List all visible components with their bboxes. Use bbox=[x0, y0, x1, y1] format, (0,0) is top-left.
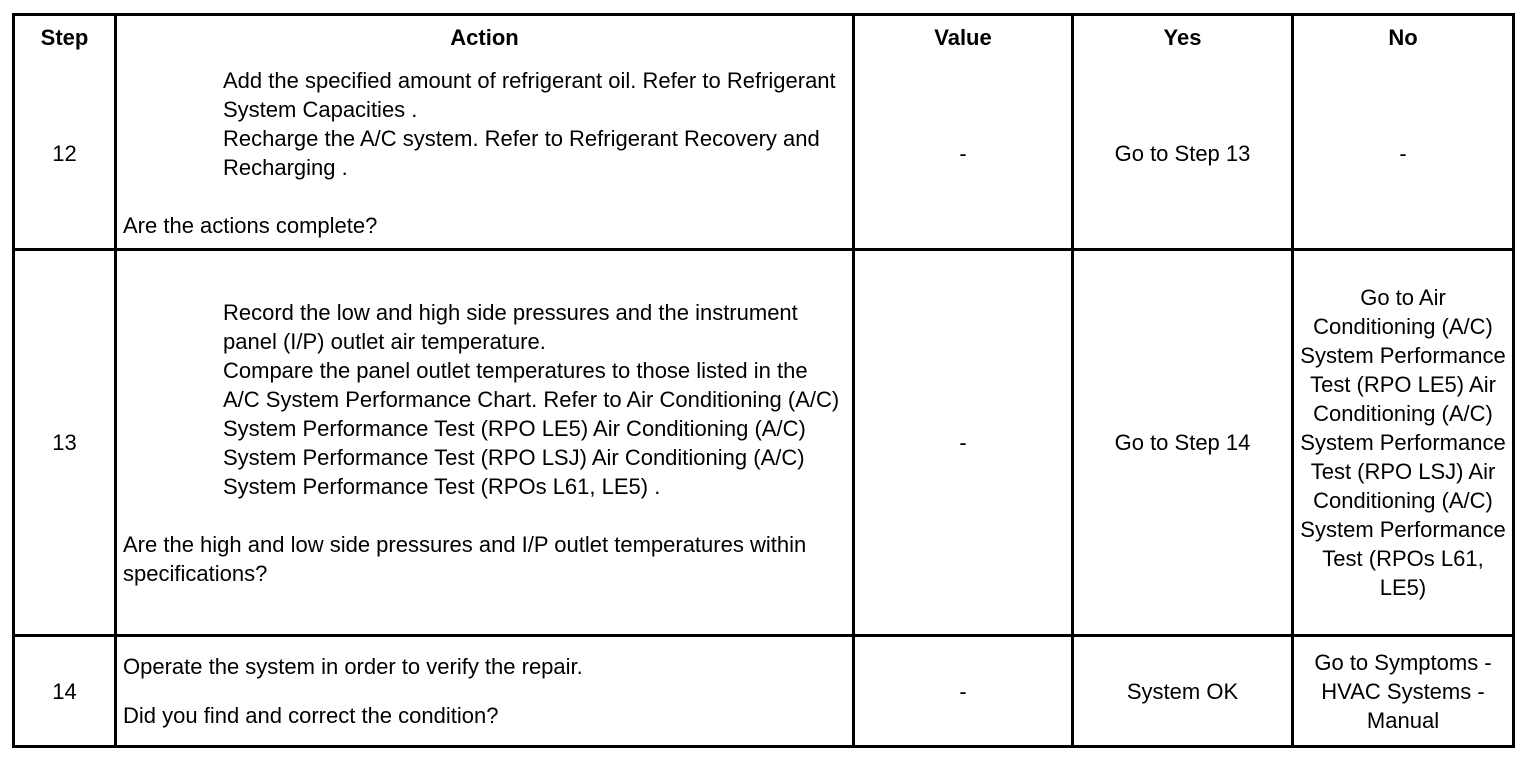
header-no: No bbox=[1388, 24, 1418, 50]
sub-action: Compare the panel outlet temperatures to those listed in the A/C System Performance Chart. Refer to Air Conditioning (A/C) System Performance Test (RPO LE5) Air Conditioning (A/C) System Performance Test (RPO LSJ) Air Conditioning (A/C) System Performance Test (RPOs L61, LE5) . bbox=[223, 357, 840, 499]
diagnostic-table bbox=[12, 13, 1515, 748]
table-row-step-14 bbox=[15, 637, 1512, 745]
sub-action: Add the specified amount of refrigerant oil. Refer to Refrigerant System Capacities . bbox=[223, 68, 836, 122]
yes-cell: System OK bbox=[1074, 637, 1294, 745]
sub-action: Record the low and high side pressures and the instrument panel (I/P) outlet air temperature. bbox=[223, 299, 798, 354]
value-cell: - bbox=[855, 251, 1074, 637]
action-question: Did you find and correct the condition? bbox=[123, 703, 499, 728]
yes-cell: Go to Step 14 bbox=[1074, 251, 1294, 637]
table-row-step-12 bbox=[15, 58, 1512, 251]
step-number: 14 bbox=[15, 637, 117, 745]
no-cell: Go to Symptoms - HVAC Systems - Manual bbox=[1314, 649, 1492, 733]
no-cell: - bbox=[1294, 58, 1512, 251]
table-row-step-13 bbox=[15, 251, 1512, 637]
step-number: 13 bbox=[15, 251, 117, 637]
action-cell bbox=[117, 58, 855, 251]
sub-action: Recharge the A/C system. Refer to Refrigerant Recovery and Recharging . bbox=[223, 126, 820, 180]
action-line: Operate the system in order to verify the repair. bbox=[123, 654, 583, 679]
action-question: Are the high and low side pressures and I/P outlet temperatures within specifications? bbox=[123, 531, 807, 586]
value-cell: - bbox=[855, 58, 1074, 251]
header-value: Value bbox=[855, 16, 1074, 58]
header-row bbox=[15, 16, 1512, 58]
header-yes: Yes bbox=[1074, 16, 1294, 58]
action-question: Are the actions complete? bbox=[123, 213, 378, 238]
action-cell bbox=[117, 251, 855, 637]
step-number: 12 bbox=[15, 58, 117, 251]
yes-cell: Go to Step 13 bbox=[1074, 58, 1294, 251]
header-step: Step bbox=[15, 16, 117, 58]
no-cell: Go to Air Conditioning (A/C) System Performance Test (RPO LE5) Air Conditioning (A/C) System Performance Test (RPO LSJ) Air Conditioning (A/C) System Performance Test (RPOs L61, LE5) bbox=[1294, 251, 1512, 637]
value-cell: - bbox=[855, 637, 1074, 745]
action-cell bbox=[117, 637, 855, 745]
header-action: Action bbox=[117, 16, 855, 58]
